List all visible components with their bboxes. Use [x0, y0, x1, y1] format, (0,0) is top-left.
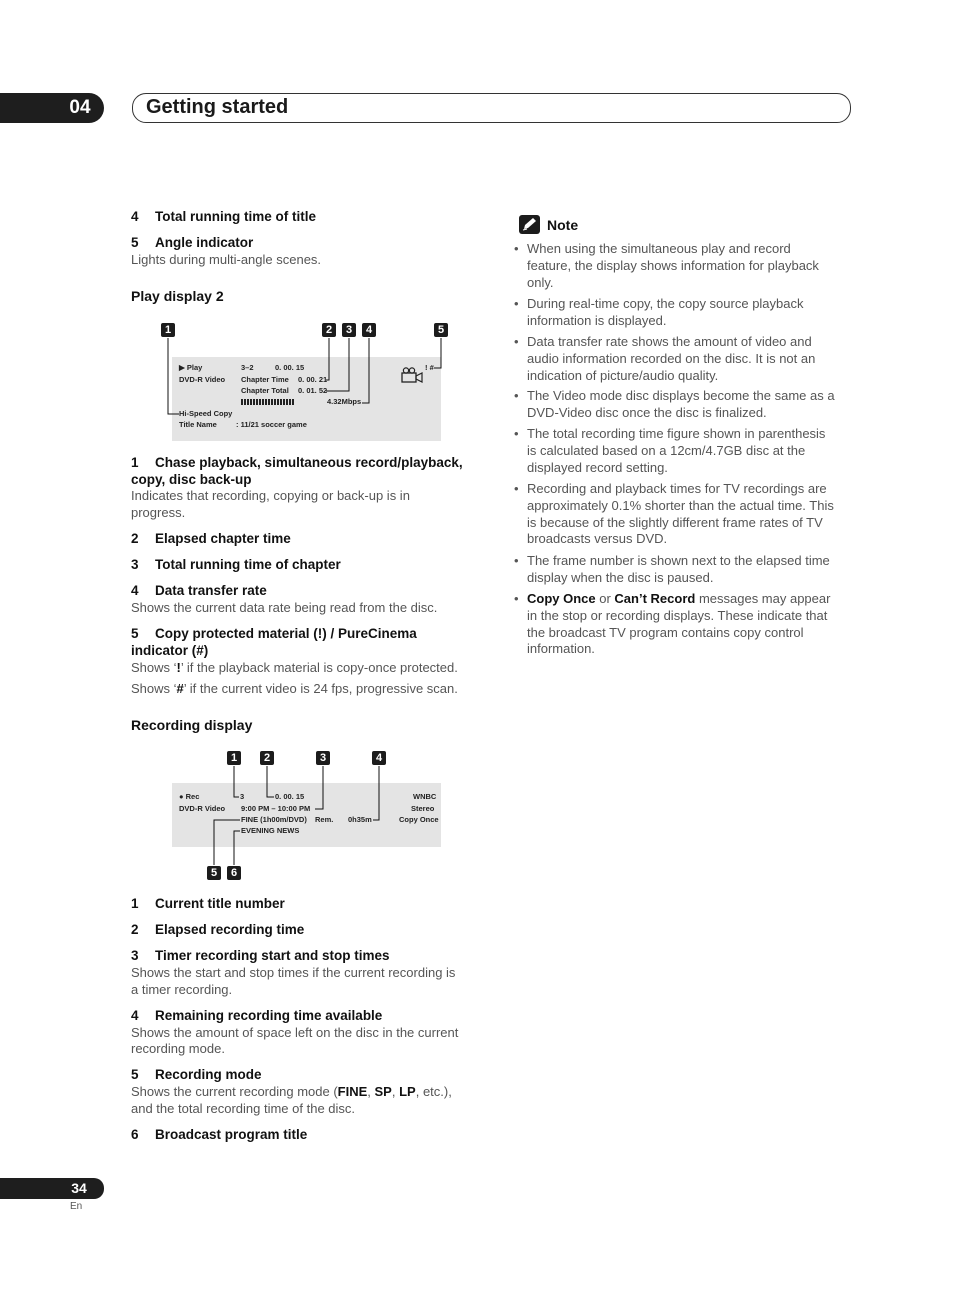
screen-indicator: ! # — [425, 363, 434, 372]
item-heading: 3 Total running time of chapter — [131, 557, 341, 572]
item-heading: 2 Elapsed recording time — [131, 922, 305, 937]
screen-time: 0. 00. 15 — [275, 363, 305, 372]
item-description: Shows ‘#’ if the current video is 24 fps, progressive scan. — [131, 681, 458, 696]
callout-2: 2 — [260, 751, 274, 765]
screen-mode: FINE (1h00m/DVD) — [241, 815, 307, 824]
note-title: Note — [547, 217, 579, 233]
callout-3: 3 — [316, 751, 330, 765]
item-description: a timer recording. — [131, 982, 233, 997]
screen-disc: DVD-R Video — [179, 375, 226, 384]
item-heading: 1 Chase playback, simultaneous record/playback, — [131, 455, 463, 470]
callout-1: 1 — [227, 751, 241, 765]
screen-chapter-time-label: Chapter Time — [241, 375, 289, 384]
section-heading-play-display-2: Play display 2 — [131, 288, 224, 304]
callout-5: 5 — [207, 866, 221, 880]
item-heading: 4 Remaining recording time available — [131, 1008, 383, 1023]
item-heading: 5 Copy protected material (!) / PureCinema — [131, 626, 417, 641]
callout-2: 2 — [322, 323, 336, 337]
item-heading: 6 Broadcast program title — [131, 1127, 308, 1142]
callout-3: 3 — [342, 323, 356, 337]
item-heading: 5 Angle indicator — [131, 235, 254, 250]
callout-1: 1 — [161, 323, 175, 337]
note-bullet: • The frame number is shown next to the elapsed time display when the disc is paused. — [514, 553, 830, 585]
screen-rem-label: Rem. — [315, 815, 334, 824]
screen-chapter-total-label: Chapter Total — [241, 386, 289, 395]
screen-title-chapter: 3–2 — [241, 363, 254, 372]
callout-6: 6 — [227, 866, 241, 880]
item-heading: 4 Data transfer rate — [131, 583, 267, 598]
language-label: En — [70, 1201, 83, 1212]
screen-chapter-time: 0. 00. 21 — [298, 375, 328, 384]
callout-4: 4 — [372, 751, 386, 765]
item-heading: 3 Timer recording start and stop times — [131, 948, 390, 963]
note-bullet: • During real-time copy, the copy source playback information is displayed. — [514, 296, 804, 328]
screen-copy-mode: Hi-Speed Copy — [179, 409, 233, 418]
page-number: 34 — [71, 1180, 87, 1196]
screen-copy: Copy Once — [399, 815, 439, 824]
item-description: Indicates that recording, copying or back-up is in — [131, 488, 410, 503]
item-description: Lights during multi-angle scenes. — [131, 252, 322, 267]
chapter-number: 04 — [69, 97, 91, 118]
item-description: Shows the current recording mode (FINE, SP, LP, etc.), — [131, 1084, 452, 1099]
item-heading-cont: indicator (#) — [131, 643, 209, 658]
screen-title-name: : 11/21 soccer game — [236, 420, 307, 429]
item-description: Shows the amount of space left on the disc in the current — [131, 1025, 459, 1040]
item-heading: 1 Current title number — [131, 896, 285, 911]
item-heading: 2 Elapsed chapter time — [131, 531, 291, 546]
note-bullet: • The total recording time figure shown in parenthesis is calculated based on a 12cm/4.7GB disc at the displayed record setting. — [514, 426, 826, 475]
item-description: and the total recording time of the disc. — [131, 1101, 356, 1116]
screen-elapsed: 0. 00. 15 — [275, 792, 305, 801]
item-description: progress. — [131, 505, 186, 520]
screen-timer: 9:00 PM – 10:00 PM — [241, 804, 311, 813]
page-title: Getting started — [146, 96, 289, 118]
item-heading: 5 Recording mode — [131, 1067, 262, 1082]
screen-title-number: 3 — [240, 792, 245, 801]
note-bullet: • The Video mode disc displays become the same as a DVD-Video disc once the disc is finalized. — [514, 388, 835, 420]
note-bullet: • Recording and playback times for TV recordings are approximately 0.1% shorter than the actual time. This is because of the slightly different frame rates of TV broadcasts versus DVD. — [514, 481, 834, 547]
section-heading-recording-display: Recording display — [131, 717, 253, 733]
pencil-note-icon — [519, 215, 540, 234]
screen-channel: WNBC — [413, 792, 437, 801]
screen-play: ▶ Play — [179, 363, 203, 372]
item-description: Shows the current data rate being read from the disc. — [131, 600, 438, 615]
screen-program: EVENING NEWS — [241, 826, 300, 835]
callout-5: 5 — [434, 323, 448, 337]
item-description: Shows the start and stop times if the current recording is — [131, 965, 456, 980]
item-description: recording mode. — [131, 1041, 225, 1056]
item-heading: 4 Total running time of title — [131, 209, 316, 224]
note-bullet: • Data transfer rate shows the amount of video and audio information recorded on the disc. It is not an indication of picture/audio quality. — [514, 334, 816, 383]
item-heading-cont: copy, disc back-up — [131, 472, 252, 487]
note-bullet: • Copy Once or Can’t Record messages may appear in the stop or recording displays. These indicate that the broadcast TV program contains copy control information. — [514, 591, 831, 657]
callout-4: 4 — [362, 323, 376, 337]
note-bullet: • When using the simultaneous play and record feature, the display shows information for playback only. — [514, 241, 819, 290]
screen-chapter-total: 0. 01. 52 — [298, 386, 328, 395]
screen-disc: DVD-R Video — [179, 804, 226, 813]
screen-rem: 0h35m — [348, 815, 372, 824]
screen-audio: Stereo — [411, 804, 435, 813]
screen-title-name-label: Title Name — [179, 420, 217, 429]
screen-rate: 4.32Mbps — [327, 397, 362, 406]
item-description: Shows ‘!’ if the playback material is copy-once protected. — [131, 660, 458, 675]
screen-rec: ● Rec — [179, 792, 200, 801]
